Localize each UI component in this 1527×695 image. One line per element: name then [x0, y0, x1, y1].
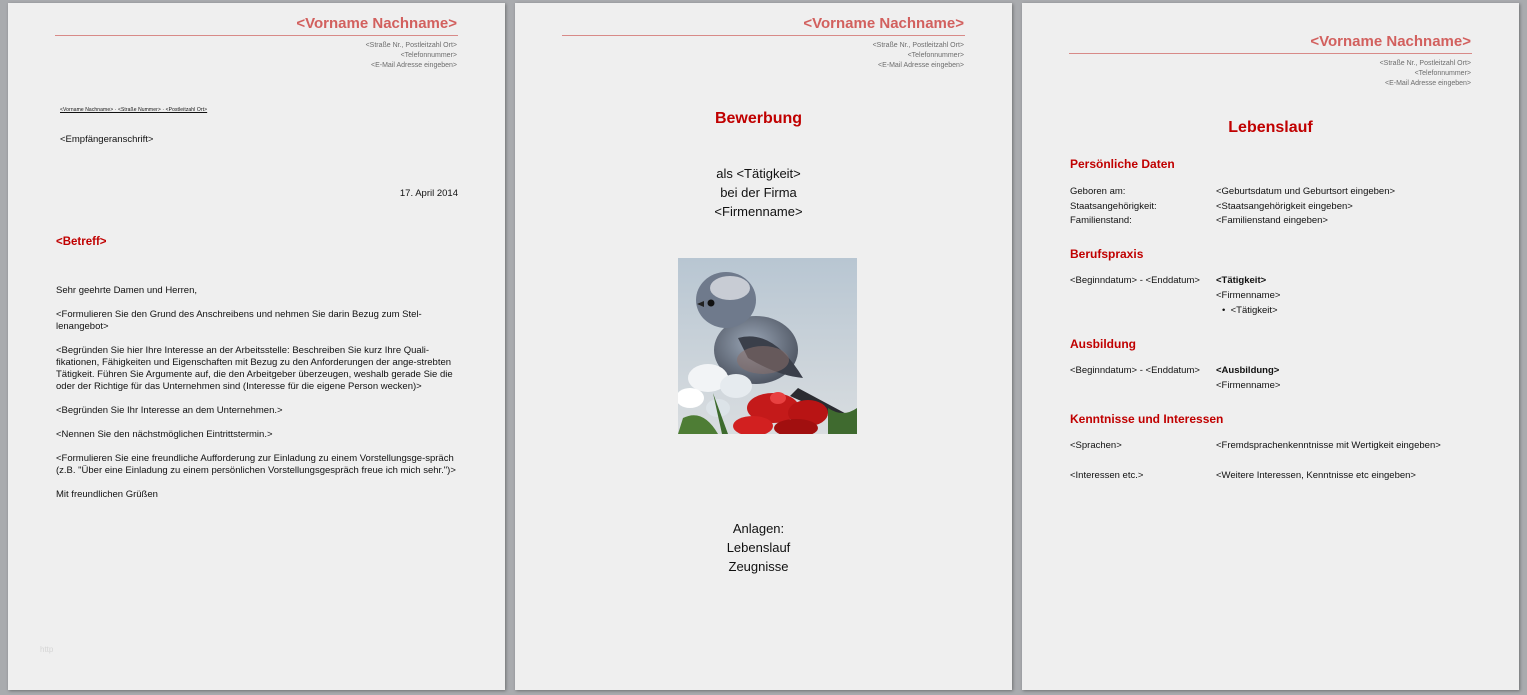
header-address[interactable]	[1069, 59, 1471, 89]
header-phone[interactable]: <Telefonnummer>	[400, 52, 457, 59]
header-phone[interactable]: <Telefonnummer>	[907, 52, 964, 59]
header-name[interactable]: <Vorname Nachname>	[1310, 33, 1471, 50]
footer-faint-text: http	[40, 645, 54, 654]
education-dates[interactable]: <Beginndatum> - <Enddatum>	[1070, 365, 1200, 376]
cv-title[interactable]: Lebenslauf	[1228, 119, 1313, 136]
letter-page	[8, 3, 505, 690]
recipient-address[interactable]: <Empfängeranschrift>	[60, 134, 154, 145]
citizenship-value[interactable]: <Staatsangehörigkeit eingeben>	[1216, 201, 1353, 212]
header-name[interactable]: <Vorname Nachname>	[296, 15, 457, 32]
experience-company[interactable]: <Firmenname>	[1216, 290, 1281, 301]
header-phone[interactable]: <Telefonnummer>	[1414, 70, 1471, 77]
header-street[interactable]: <Straße Nr., Postleitzahl Ort>	[365, 42, 457, 49]
section-heading-skills[interactable]: Kenntnisse und Interessen	[1070, 412, 1224, 426]
experience-role[interactable]: <Tätigkeit>	[1216, 275, 1267, 286]
experience-dates[interactable]: <Beginndatum> - <Enddatum>	[1070, 275, 1200, 286]
experience-bullet[interactable]	[1222, 305, 1278, 316]
cover-page	[515, 3, 1012, 690]
header-rule	[562, 35, 965, 36]
salutation[interactable]: Sehr geehrte Damen und Herren,	[56, 285, 197, 296]
cover-attachments[interactable]	[515, 519, 1007, 576]
cover-line-company-intro[interactable]: bei der Firma	[720, 185, 797, 200]
section-heading-personal[interactable]: Persönliche Daten	[1070, 157, 1175, 171]
header-street[interactable]: <Straße Nr., Postleitzahl Ort>	[1379, 60, 1471, 67]
header-email[interactable]: <E-Mail Adresse eingeben>	[371, 62, 457, 69]
interests-value[interactable]: <Weitere Interessen, Kenntnisse etc eingeben>	[1216, 470, 1416, 481]
applicant-photo[interactable]	[678, 258, 857, 434]
header-name[interactable]: <Vorname Nachname>	[803, 15, 964, 32]
section-heading-experience[interactable]: Berufspraxis	[1070, 247, 1144, 261]
letter-paragraph[interactable]: <Formulieren Sie eine freundliche Aufforderung zur Einladung zu einem Vorstellungsge-spräch (z.B. "Über eine Einladung zu einem persönlichen Vorstellungsgespräch freue ich mich sehr.")>	[56, 453, 456, 476]
languages-value[interactable]: <Fremdsprachenkenntnisse mit Wertigkeit eingeben>	[1216, 440, 1441, 451]
header-email[interactable]: <E-Mail Adresse eingeben>	[1385, 80, 1471, 87]
letter-date[interactable]: 17. April 2014	[399, 188, 458, 199]
citizenship-label: Staatsangehörigkeit:	[1070, 201, 1157, 212]
marital-label: Familienstand:	[1070, 215, 1132, 226]
cover-title[interactable]: Bewerbung	[714, 110, 803, 127]
cv-page	[1022, 3, 1519, 690]
bullet-icon: •	[1222, 305, 1231, 316]
born-value[interactable]: <Geburtsdatum und Geburtsort eingeben>	[1216, 186, 1396, 197]
education-company[interactable]: <Firmenname>	[1216, 380, 1281, 391]
marital-value[interactable]: <Familienstand eingeben>	[1216, 215, 1328, 226]
header-address[interactable]	[55, 41, 457, 71]
born-label: Geboren am:	[1070, 186, 1126, 197]
cover-line-position[interactable]: als <Tätigkeit>	[716, 166, 801, 181]
cover-line-company[interactable]: <Firmenname>	[714, 204, 803, 219]
header-rule	[1069, 53, 1472, 54]
languages-label[interactable]: <Sprachen>	[1070, 440, 1122, 451]
attachments-label[interactable]: Anlagen:	[732, 521, 785, 536]
header-rule	[55, 35, 458, 36]
experience-bullet-text[interactable]: <Tätigkeit>	[1230, 305, 1278, 316]
cover-position-block[interactable]	[515, 164, 1007, 221]
letter-paragraph[interactable]: <Nennen Sie den nächstmöglichen Eintrittstermin.>	[56, 429, 273, 440]
sender-line[interactable]: <Vorname Nachname> · <Straße Nummer> · <Postleitzahl Ort>	[60, 107, 208, 113]
letter-body[interactable]	[56, 285, 461, 513]
letter-subject[interactable]: <Betreff>	[56, 236, 107, 248]
interests-label[interactable]: <Interessen etc.>	[1070, 470, 1144, 481]
attachment-item[interactable]: Zeugnisse	[728, 559, 789, 574]
education-title[interactable]: <Ausbildung>	[1216, 365, 1280, 376]
letter-paragraph[interactable]: <Formulieren Sie den Grund des Anschreibens und nehmen Sie darin Bezug zum Stel-lenangebot>	[56, 309, 422, 332]
closing[interactable]: Mit freundlichen Grüßen	[56, 489, 158, 500]
header-street[interactable]: <Straße Nr., Postleitzahl Ort>	[872, 42, 964, 49]
header-email[interactable]: <E-Mail Adresse eingeben>	[878, 62, 964, 69]
header-address[interactable]	[562, 41, 964, 71]
attachment-item[interactable]: Lebenslauf	[726, 540, 791, 555]
letter-paragraph[interactable]: <Begründen Sie hier Ihre Interesse an der Arbeitsstelle: Beschreiben Sie kurz Ihre Quali-fikationen, Fähigkeiten und Eigenschaften mit Bezug zu den Anforderungen der ange-strebten Tätigkeit. Führen Sie Argumente auf, die den Arbeitgeber überzeugen, weshalb gerade Sie die oder der Richtige für das Unternehmen sind (Interesse für die eigene Person wecken)>	[56, 345, 453, 392]
bird-photo-image	[678, 258, 857, 434]
section-heading-education[interactable]: Ausbildung	[1070, 337, 1136, 351]
letter-paragraph[interactable]: <Begründen Sie Ihr Interesse an dem Unternehmen.>	[56, 405, 283, 416]
